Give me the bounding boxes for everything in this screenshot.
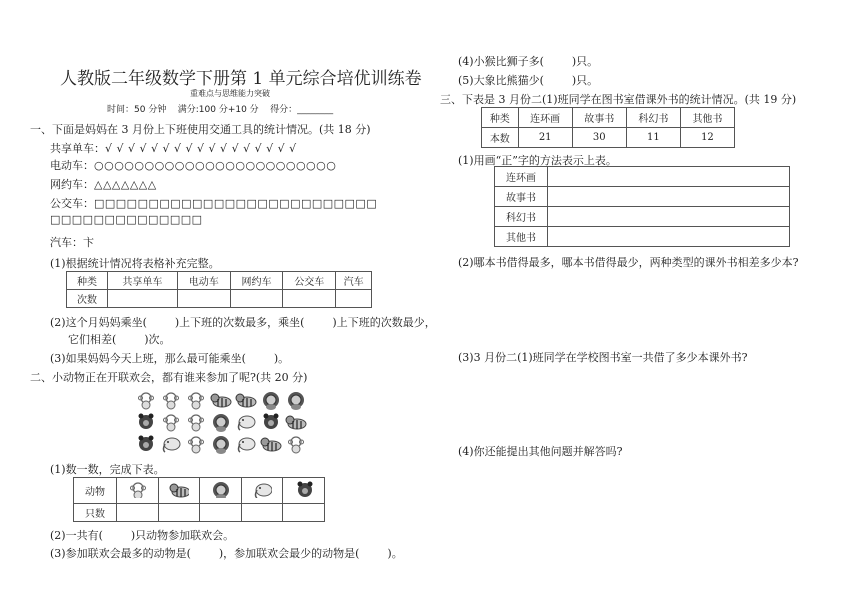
q3-table-value: 21 <box>518 128 572 148</box>
elephant-icon <box>252 480 272 498</box>
row-label: 电动车： <box>50 159 94 172</box>
answer-cell[interactable] <box>108 290 178 308</box>
row-label: 网约车： <box>50 178 94 191</box>
q3-tally-table <box>494 166 790 247</box>
elephant-icon <box>160 434 182 454</box>
q2-table-animal-cell <box>241 478 283 504</box>
q3-sub1: (1)用画“正”字的方法表示上表。 <box>458 154 617 167</box>
q3-sub2: (2)哪本书借得最多，哪本书借得最少，两种类型的课外书相差多少本? <box>458 256 799 269</box>
animal-picture-grid <box>135 390 325 454</box>
panda-icon <box>260 412 282 432</box>
answer-cell[interactable] <box>158 504 200 522</box>
q3-table-value: 30 <box>572 128 626 148</box>
answer-cell[interactable] <box>117 504 159 522</box>
page-title: 人教版二年级数学下册第 1 单元综合培优训练卷 <box>60 69 422 89</box>
page-subtitle: 重难点与思维能力突破 <box>190 89 270 98</box>
q3-table-header: 连环画 <box>518 108 572 128</box>
answer-cell[interactable] <box>336 290 372 308</box>
tally-marks: △△△△△△△ <box>94 178 157 191</box>
tiger-icon <box>260 434 282 454</box>
q2-sub3: (3)参加联欢会最多的动物是( )，参加联欢会最少的动物是( )。 <box>50 547 403 560</box>
lion-icon <box>285 390 307 410</box>
q2-heading: 二、小动物正在开联欢会，都有谁来参加了呢?(共 20 分) <box>30 371 308 384</box>
lion-icon <box>210 412 232 432</box>
q2-table-label-animal: 动物 <box>74 478 117 504</box>
q1-table-header: 公交车 <box>283 272 336 290</box>
q2-table-animal-cell <box>158 478 200 504</box>
lion-icon <box>260 390 282 410</box>
q3-table-header: 其他书 <box>680 108 734 128</box>
tiger-icon <box>210 390 232 410</box>
tally-row-label: 其他书 <box>495 227 548 247</box>
q2-sub5: (5)大象比熊猫少( )只。 <box>458 74 599 87</box>
lion-icon <box>210 434 232 454</box>
q2-table-animal-cell <box>283 478 325 504</box>
tally-marks: ○○○○○○○○○○○○○○○○○○○○○○○○ <box>94 159 337 172</box>
tiger-icon <box>235 390 257 410</box>
q1-table-header: 电动车 <box>177 272 230 290</box>
monkey-icon <box>185 412 207 432</box>
q1-table-header: 汽车 <box>336 272 372 290</box>
q3-table-header: 科幻书 <box>626 108 680 128</box>
q1-table-header: 共享单车 <box>108 272 178 290</box>
elephant-icon <box>235 412 257 432</box>
q3-table-label: 本数 <box>482 128 519 148</box>
monkey-icon <box>185 390 207 410</box>
q3-table <box>481 107 735 148</box>
tiger-icon <box>285 412 307 432</box>
q3-sub4: (4)你还能提出其他问题并解答吗? <box>458 445 623 458</box>
monkey-icon <box>285 434 307 454</box>
monkey-icon <box>185 434 207 454</box>
monkey-icon <box>127 480 147 498</box>
tally-answer-cell[interactable] <box>548 167 790 187</box>
answer-cell[interactable] <box>283 504 325 522</box>
answer-cell[interactable] <box>283 290 336 308</box>
q1-row-bus <box>50 195 377 211</box>
q1-sub2: (2)这个月妈妈乘坐( )上下班的次数最多，乘坐( )上下班的次数最少， <box>50 316 436 329</box>
q1-row-car <box>50 234 95 250</box>
q3-sub3: (3)3 月份二(1)班同学在学校图书室一共借了多少本课外书? <box>458 351 748 364</box>
q1-sub1: (1)根据统计情况将表格补充完整。 <box>50 257 220 270</box>
tally-answer-cell[interactable] <box>548 187 790 207</box>
q2-sub4: (4)小猴比狮子多( )只。 <box>458 55 599 68</box>
q1-row-ebike <box>50 157 336 173</box>
panda-icon <box>294 480 314 498</box>
tally-answer-cell[interactable] <box>548 207 790 227</box>
q1-table <box>66 271 372 308</box>
answer-cell[interactable] <box>241 504 283 522</box>
tally-marks: □□□□□□□□□□□□□□ <box>50 213 203 226</box>
answer-cell[interactable] <box>177 290 230 308</box>
monkey-icon <box>160 390 182 410</box>
q1-sub3: (3)如果妈妈今天上班，那么最可能乘坐( )。 <box>50 352 290 365</box>
monkey-icon <box>160 412 182 432</box>
panda-icon <box>135 434 157 454</box>
q3-table-header: 故事书 <box>572 108 626 128</box>
q1-table-row-label: 次数 <box>67 290 108 308</box>
tally-row-label: 连环画 <box>495 167 548 187</box>
q1-heading: 一、下面是妈妈在 3 月份上下班使用交通工具的统计情况。(共 18 分) <box>30 123 371 136</box>
tally-row-label: 科幻书 <box>495 207 548 227</box>
q1-row-ridehail <box>50 176 157 192</box>
panda-icon <box>135 412 157 432</box>
q1-row-bike <box>50 140 297 156</box>
elephant-icon <box>235 434 257 454</box>
q1-table-header: 种类 <box>67 272 108 290</box>
exam-meta: 时间：50 分钟 满分:100 分+10 分 得分：________ <box>107 105 334 115</box>
monkey-icon <box>135 390 157 410</box>
q3-heading: 三、下表是 3 月份二(1)班同学在图书室借课外书的统计情况。(共 19 分) <box>440 93 797 106</box>
q2-table <box>73 477 325 522</box>
q1-table-header: 网约车 <box>230 272 283 290</box>
answer-cell[interactable] <box>230 290 283 308</box>
tally-row-label: 故事书 <box>495 187 548 207</box>
q3-table-header: 种类 <box>482 108 519 128</box>
row-label: 共享单车： <box>50 142 105 155</box>
lion-icon <box>210 480 230 498</box>
q2-table-animal-cell <box>200 478 242 504</box>
row-label: 汽车： <box>50 236 83 249</box>
answer-cell[interactable] <box>200 504 242 522</box>
q2-sub2: (2)一共有( )只动物参加联欢会。 <box>50 529 235 542</box>
q3-table-value: 12 <box>680 128 734 148</box>
q3-table-value: 11 <box>626 128 680 148</box>
q2-table-label-count: 只数 <box>74 504 117 522</box>
q1-row-bus-cont <box>50 213 203 226</box>
tally-marks: 卞 <box>83 236 95 249</box>
q2-sub1: (1)数一数，完成下表。 <box>50 463 165 476</box>
tally-answer-cell[interactable] <box>548 227 790 247</box>
q2-table-animal-cell <box>117 478 159 504</box>
tally-marks: √ √ √ √ √ √ √ √ √ √ √ √ √ √ √ √ √ <box>105 142 297 155</box>
tally-marks: □□□□□□□□□□□□□□□□□□□□□□□□□□ <box>94 197 378 210</box>
q1-sub2-cont: 它们相差( )次。 <box>68 333 171 346</box>
row-label: 公交车： <box>50 197 94 210</box>
tiger-icon <box>169 480 189 498</box>
